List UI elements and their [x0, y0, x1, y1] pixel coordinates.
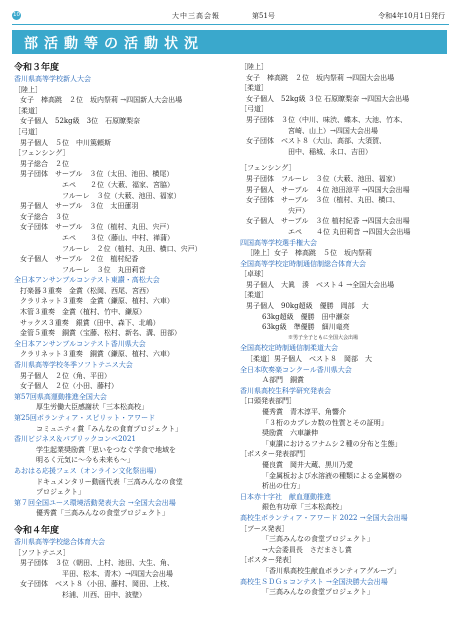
left-column-line: サックス３重奏 銀賞（田中、森下、北嶋） — [20, 318, 160, 327]
left-column-line: 優秀賞「三高みんなの食堂プロジェクト」 — [36, 509, 169, 518]
right-column-line: 男子個人 90kg超級 優勝 岡部 大 — [246, 302, 369, 311]
right-column-line: 全国高校定時制通信制柔道大会 — [240, 344, 338, 353]
right-column-line: ［ブース発表］ — [240, 524, 289, 533]
right-column-line: 銀色有功章「三本松高校」 — [262, 503, 346, 512]
left-column-line: 杉浦、川西、田中、波壁） — [62, 590, 146, 599]
left-column-line: 香川県高等学校総合体育大会 — [14, 537, 105, 546]
left-column-line: 女子総合 ３位 — [20, 212, 69, 221]
right-column-line: 高校生ＳＤＧｓコンテスト →全国決勝大会出場 — [240, 577, 388, 586]
right-column-line: 田中、稲城、永口、吉田） — [288, 147, 372, 156]
left-column-line: エペ ２位（大薮、福家、宮脇） — [62, 180, 174, 189]
left-column-line: ［陸上］ — [14, 85, 42, 94]
right-column-line: 女子団体 ベスト８（大山、高部、大須賀、 — [246, 137, 386, 146]
left-column-line: 全日本アンサンブルコンテスト香川県大会 — [14, 339, 146, 348]
right-column-line: 女子団体 サーブル ３位（植村、丸田、横口、 — [246, 196, 400, 205]
section-title: 部活動等の活動状況 — [24, 36, 204, 52]
left-column-line: 女子団体 サーブル ３位（植村、丸田、宍戸） — [20, 223, 174, 232]
right-column-line: ［柔道］ — [240, 291, 268, 300]
right-column-line: 男子団体 ３位（中川、味渋、蝶本、大池、竹本、 — [246, 115, 407, 124]
left-column-line: 厚生労働大臣感謝状「三本松高校」 — [36, 403, 148, 412]
left-column-line: 金管５重奏 銅賞（宝藤、松村、新名、溝、田部） — [20, 329, 181, 338]
left-column-line: 男子個人 サーブル ３位 太田蓮羽 — [20, 202, 139, 211]
left-column-line: フルーレ ３位（大薮、池田、福家） — [62, 191, 181, 200]
left-column-line: 香川県高等学校冬季ソフトテニス大会 — [14, 361, 133, 370]
left-column-line: 第25回ボランティア・スピリット・アワード — [14, 414, 156, 422]
left-column-line: エペ ３位（藤山、中村、禅蒲） — [62, 233, 174, 242]
right-column-line: 63kg超級 優勝 田中瀬奈 — [262, 312, 350, 321]
left-column-line: ［弓道］ — [14, 127, 42, 136]
left-column-line: 第57回県高運動推進全国大会 — [14, 392, 107, 401]
left-column-line: 木管３重奏 金賞（植村、竹中、鎌原） — [20, 308, 146, 317]
left-column-line: 女子個人 サーブル ２位 植村紀香 — [20, 255, 139, 264]
left-column-line: 第７回全国ユース環境活動発表大会 →全国大会出場 — [14, 498, 176, 507]
page-number-badge: 10 — [13, 12, 20, 18]
right-column-line: 「金属板および水溶液の種類による金属樹の — [262, 471, 402, 480]
right-column-line: 全国高等学校定時制通信制総合体育大会 — [240, 259, 366, 268]
left-column-line: フルーレ ２位（植村、丸田、横口、宍戸） — [62, 244, 202, 253]
left-column-line: 男子個人 ２位（角、平田） — [20, 371, 111, 380]
right-column-line: エペ ４位 丸田莉音 →四国大会出場 — [288, 227, 411, 236]
left-column-line: 令和４年度 — [14, 525, 60, 536]
publication-name: 大中三高会報 — [172, 12, 220, 20]
left-column-line: 女子団体 ベスト８（小田、藤村、岡田、上枝、 — [20, 580, 174, 589]
left-column-line: 女子個人 ２位（小田、藤村） — [20, 382, 118, 391]
left-column-line: 男子総合 ２位 — [20, 159, 69, 168]
left-column-line: 平田、松本、青木）→四国大会出場 — [62, 569, 173, 578]
right-column-line: 高校生ボランティア・アワード 2022 →全国大会出場 — [240, 513, 408, 522]
left-column — [14, 62, 226, 601]
left-column-line: ［ソフトテニス］ — [14, 548, 70, 557]
section-banner — [12, 30, 447, 54]
left-column-line: あおはる応援フェス（オンライン文化祭出場） — [14, 466, 161, 475]
right-column-line: 四国高等学校選手権大会 — [240, 238, 317, 247]
right-column-line: 男子団体 フルーレ ３位（大薮、池田、福家） — [246, 174, 400, 183]
right-column-line: ［柔道］男子個人 ベスト８ 岡部 大 — [246, 355, 372, 364]
left-column-line: 学生起業奨励賞「思いをつなぐ学食で地域を — [36, 445, 176, 454]
right-column-line: ［陸上］ — [240, 63, 268, 71]
right-column-line: ［フェンシング］ — [240, 164, 296, 173]
right-column-line: 女子個人 52kg級 ３位 石原瞭梨奈 →四国大会出場 — [246, 94, 410, 103]
right-column-line: 香川県高校生科学研究発表会 — [240, 386, 331, 395]
issue-number: 第51号 — [252, 12, 275, 20]
left-column-line: 男子団体 ３位（朝田、上村、池田、大生、角、 — [20, 559, 174, 568]
right-column-line: 男子個人 サーブル ４位 池田涼平 →四国大会出場 — [246, 185, 410, 194]
right-column-line: 女子個人 サーブル ３位 植村紀香 →四国大会出場 — [246, 217, 410, 226]
right-column-line: ［ポスター発表］ — [240, 556, 296, 565]
right-column-line: 63kg級 準優勝 細川竜亮 — [262, 323, 350, 332]
left-column-line: 香川ビジネス＆パブリックコンペ2021 — [14, 435, 136, 444]
right-column-line: 男子個人 大眞 湊 ベスト４ →全国大会出場 — [246, 280, 395, 289]
right-column-line: 「３桁のカプレカ数の性質とその証明」 — [262, 418, 388, 427]
left-column-line: ドキュメンタリー動画代表「三高みんなの食堂 — [36, 477, 183, 486]
right-column-line: 析出の仕方」 — [262, 482, 304, 491]
left-column-line: 明るく元気に～今も未来も～」 — [36, 456, 134, 465]
left-column-line: 香川県高等学校新人大会 — [14, 75, 91, 83]
left-column-line: クラリネット３重奏 銅賞（鎌原、植村、六車） — [20, 350, 174, 359]
left-column-line: 男子団体 サーブル ３位（太田、池田、横尾） — [20, 170, 174, 179]
left-column-line: ［柔道］ — [14, 106, 42, 115]
right-column-line: ※男子全子ともに全国大会出場 — [288, 334, 359, 341]
right-column-line: 宮崎、山上）→四国大会出場 — [288, 126, 378, 135]
right-column-line: Ａ部門 銅賞 — [262, 376, 304, 385]
right-column-line: 「三高みんなの食堂プロジェクト」 — [262, 535, 374, 544]
right-column-line: 優良賞 岡井大蔵、黒川乃愛 — [262, 460, 353, 469]
issue-date: 令和4年10月1日発行 — [378, 12, 445, 20]
left-column-line: プロジェクト」 — [36, 488, 85, 497]
right-column-line: ［ポスター発表部門］ — [240, 450, 310, 459]
right-column-line: ［卓球］ — [240, 270, 268, 279]
header-rule — [12, 24, 449, 25]
right-column-line: 日本赤十字社 献血運動推進 — [240, 492, 331, 501]
left-column-line: 男子個人 ５位 中川篤頼斯 — [20, 138, 111, 147]
right-column-line: ［陸上］女子 棒高跳 ５位 坂内祭莉 — [246, 249, 372, 258]
right-column-line: ［口頭発表部門］ — [240, 397, 296, 406]
right-column-line: 全日本吹奏楽コンクール香川県大会 — [240, 365, 352, 374]
right-column — [240, 62, 448, 598]
left-column-line: 打楽器３重奏 金賞（松岡、西尾、宮西） — [20, 286, 153, 295]
right-column-line: 優秀賞 青木淳平、角響介 — [262, 408, 346, 416]
left-column-line: 女子 棒高跳 ２位 坂内祭莉 →四国新人大会出場 — [20, 96, 183, 105]
page-header — [12, 11, 449, 25]
right-column-line: →大会委員長 さだまさし賞 — [262, 545, 352, 554]
right-column-line: 宍戸） — [288, 206, 309, 215]
right-column-line: 女子 棒高跳 ２位 坂内祭莉 →四国大会出場 — [246, 73, 395, 82]
left-column-line: コミュニティ賞「みんなの食育プロジェクト」 — [36, 424, 183, 433]
right-column-line: ［弓道］ — [240, 105, 268, 114]
left-column-line: クラリネット３重奏 金賞（鎌原、植村、六車） — [20, 297, 174, 306]
left-column-line: 女子個人 52kg級 3位 石原瞭梨奈 — [20, 117, 141, 126]
left-column-line: 全日本アンサンブルコンテスト東讃・高松大会 — [14, 276, 160, 285]
left-column-line: 令和３年度 — [14, 63, 60, 73]
left-column-line: フルーレ ３位 丸田莉音 — [62, 265, 146, 274]
right-column-line: ［柔道］ — [240, 84, 268, 93]
left-column-line: ［フェンシング］ — [14, 149, 70, 158]
right-column-line: 「香川県高校生献血ボランティアグループ」 — [262, 566, 401, 575]
right-column-line: 「三高みんなの食堂プロジェクト」 — [262, 588, 374, 597]
right-column-line: 「東讃におけるフナムシ２種の分布と生態」 — [262, 439, 402, 448]
right-column-line: 奨励賞 六車謙伸 — [262, 429, 318, 438]
